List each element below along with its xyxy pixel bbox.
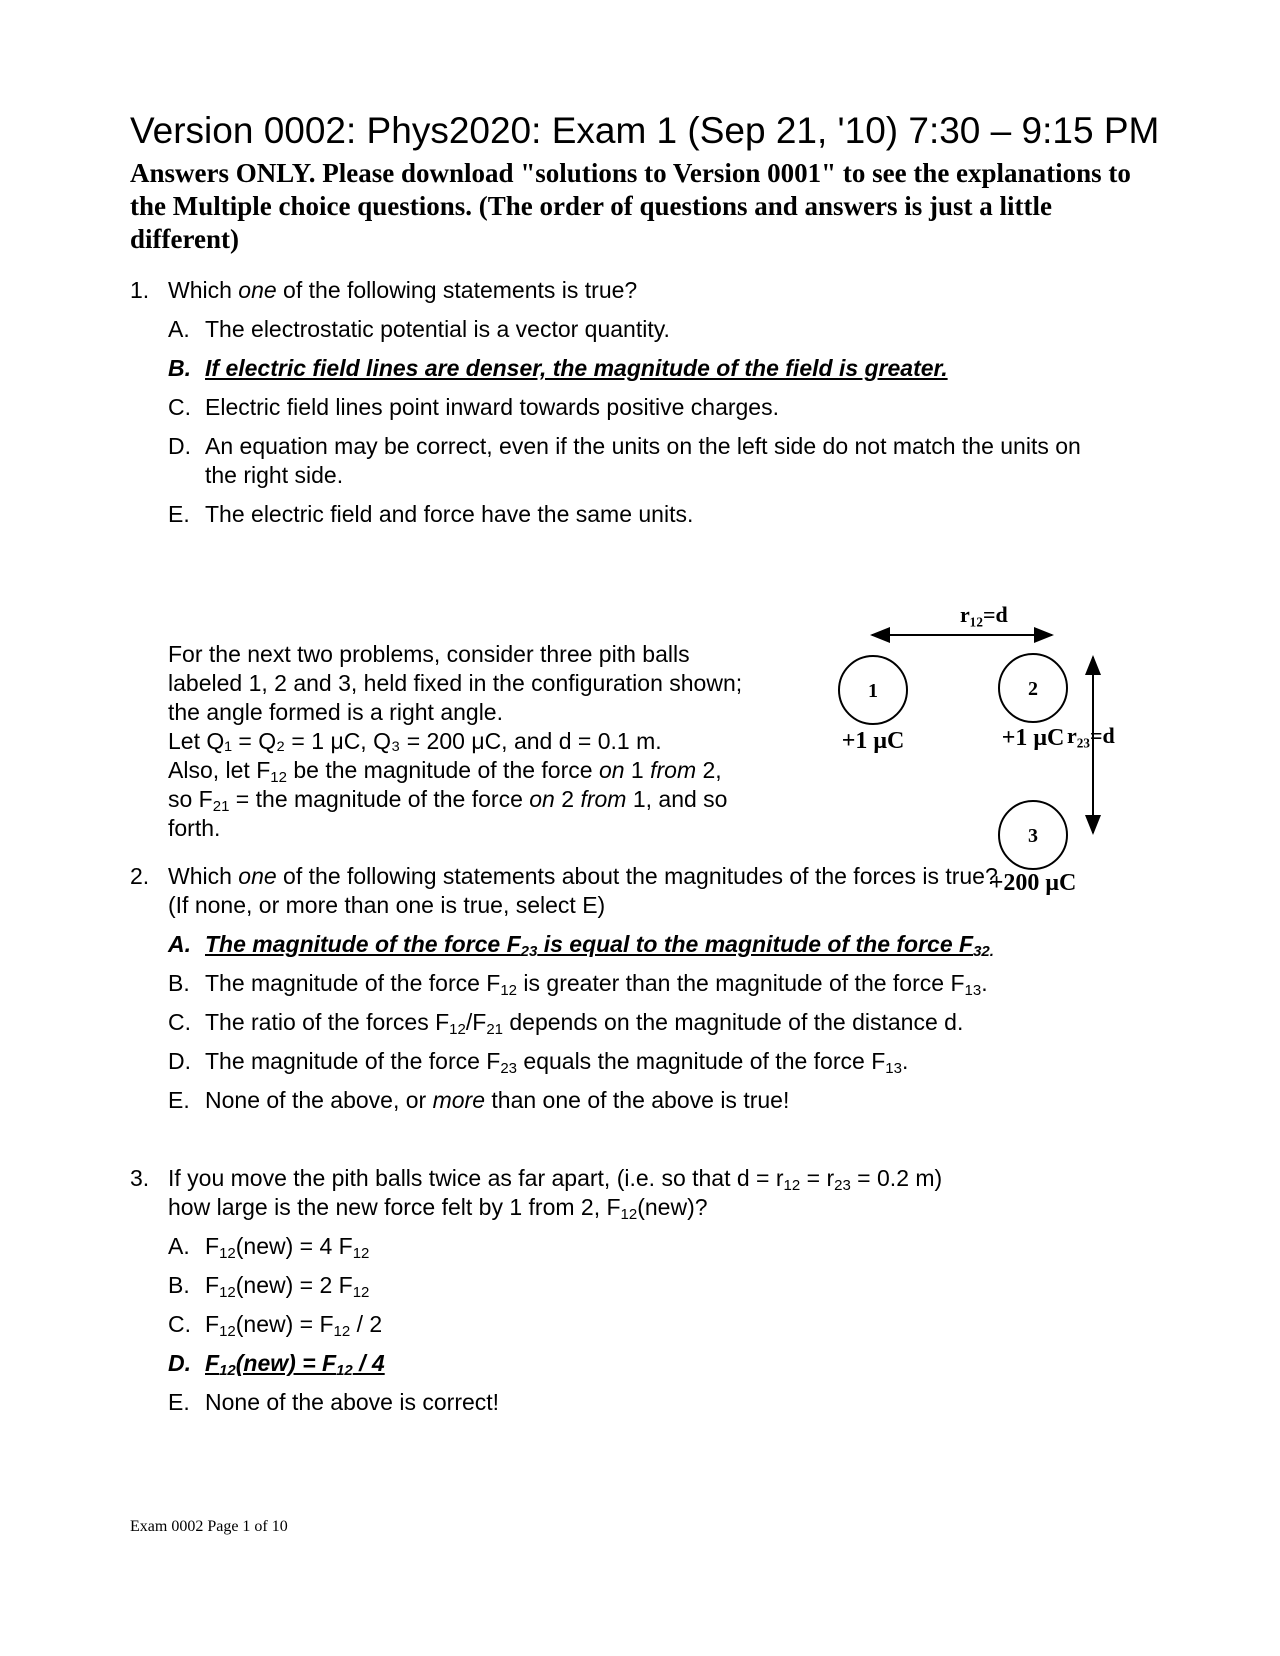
problem-setup: For the next two problems, consider three pith balls labeled 1, 2 and 3, held fixed in the configuration shown; the angle formed is a right angle. Let Q₁ = Q₂ = 1 μC, Q₃ = 200 μC, and d = 0.1 m. Also, let $F_{12}$ be the magnitude of the force on 1 from 2, so $F_{21}$ = the magnitude of the force on 2 from 1, and so forth. <box>168 641 743 841</box>
r23-label: r₂₃=d <box>1067 723 1115 748</box>
r12-label: r₁₂=d <box>960 602 1008 627</box>
page-subtitle: Answers ONLY. Please download "solutions to Version 0001" to see the explanations to the Multiple choice questions. (The order of questions and answers is just a little different) <box>130 158 1131 254</box>
page-footer: Exam 0002 Page 1 of 10 <box>130 1518 288 1535</box>
question-text: Which one of the following statements about the magnitudes of the forces is true? <box>168 863 998 889</box>
charge-1-label: +1 μC <box>841 728 905 754</box>
charge-3-label: +200 μC <box>989 870 1077 895</box>
q2-option-d: D. The magnitude of the force $F_{23}$ equals the magnitude of the force $F_{13}$. <box>168 1048 909 1077</box>
q3-option-c: C. $F_{12}(new) = F_{12} / 2$ <box>168 1311 383 1340</box>
question-number: 3. <box>130 1165 150 1191</box>
q3-option-e: E. None of the above is correct! <box>168 1389 500 1415</box>
q1-option-b-correct: B. If electric field lines are denser, the magnitude of the field is greater. <box>168 355 948 381</box>
q3-option-b: B. $F_{12}(new) = 2$ $F_{12}$ <box>168 1272 370 1301</box>
pith-ball-diagram <box>820 595 1120 895</box>
q3-option-d-correct: D. $F_{12}(new) = F_{12} / 4$ <box>168 1350 385 1379</box>
q3-option-a: A. $F_{12}(new) = 4$ $F_{12}$ <box>168 1233 370 1262</box>
question-text-line-2: how large is the new force felt by 1 from 2, $F_{12}(new)$? <box>168 1194 708 1223</box>
q2-option-e: E. None of the above, or more than one of the above is true! <box>168 1087 790 1113</box>
question-number: 2. <box>130 863 150 889</box>
q1-option-e: E. The electric field and force have the same units. <box>168 501 694 527</box>
question-text: Which one of the following statements is true? <box>168 277 638 303</box>
ball-3-label: 3 <box>1028 825 1038 847</box>
q1-option-d: D. An equation may be correct, even if the units on the left side do not match the units on the right side. <box>168 433 1081 488</box>
page-title: Version 0002: Phys2020: Exam 1 (Sep 21, '10) 7:30 – 9:15 PM <box>130 110 1160 151</box>
q1-option-c: C. Electric field lines point inward towards positive charges. <box>168 394 779 420</box>
ball-1-label: 1 <box>868 680 878 702</box>
q2-option-c: C. The ratio of the forces $F_{12}/F_{21}$ depends on the magnitude of the distance d. <box>168 1009 964 1038</box>
q2-option-b: B. The magnitude of the force $F_{12}$ is greater than the magnitude of the force $F_{13}$. <box>168 970 988 999</box>
q1-option-a: A. The electrostatic potential is a vector quantity. <box>168 316 670 342</box>
question-note: (If none, or more than one is true, select E) <box>168 892 606 918</box>
charge-2-label: +1 μC <box>1001 725 1065 751</box>
ball-2-label: 2 <box>1028 678 1038 700</box>
question-text: If you move the pith balls twice as far apart, (i.e. so that $d = r_{12} = r_{23} = 0.2$ m) <box>168 1165 943 1194</box>
q2-option-a-correct: A. The magnitude of the force $F_{23}$ is equal to the magnitude of the force $F_{32.}$ <box>168 931 994 960</box>
question-number: 1. <box>130 277 150 303</box>
